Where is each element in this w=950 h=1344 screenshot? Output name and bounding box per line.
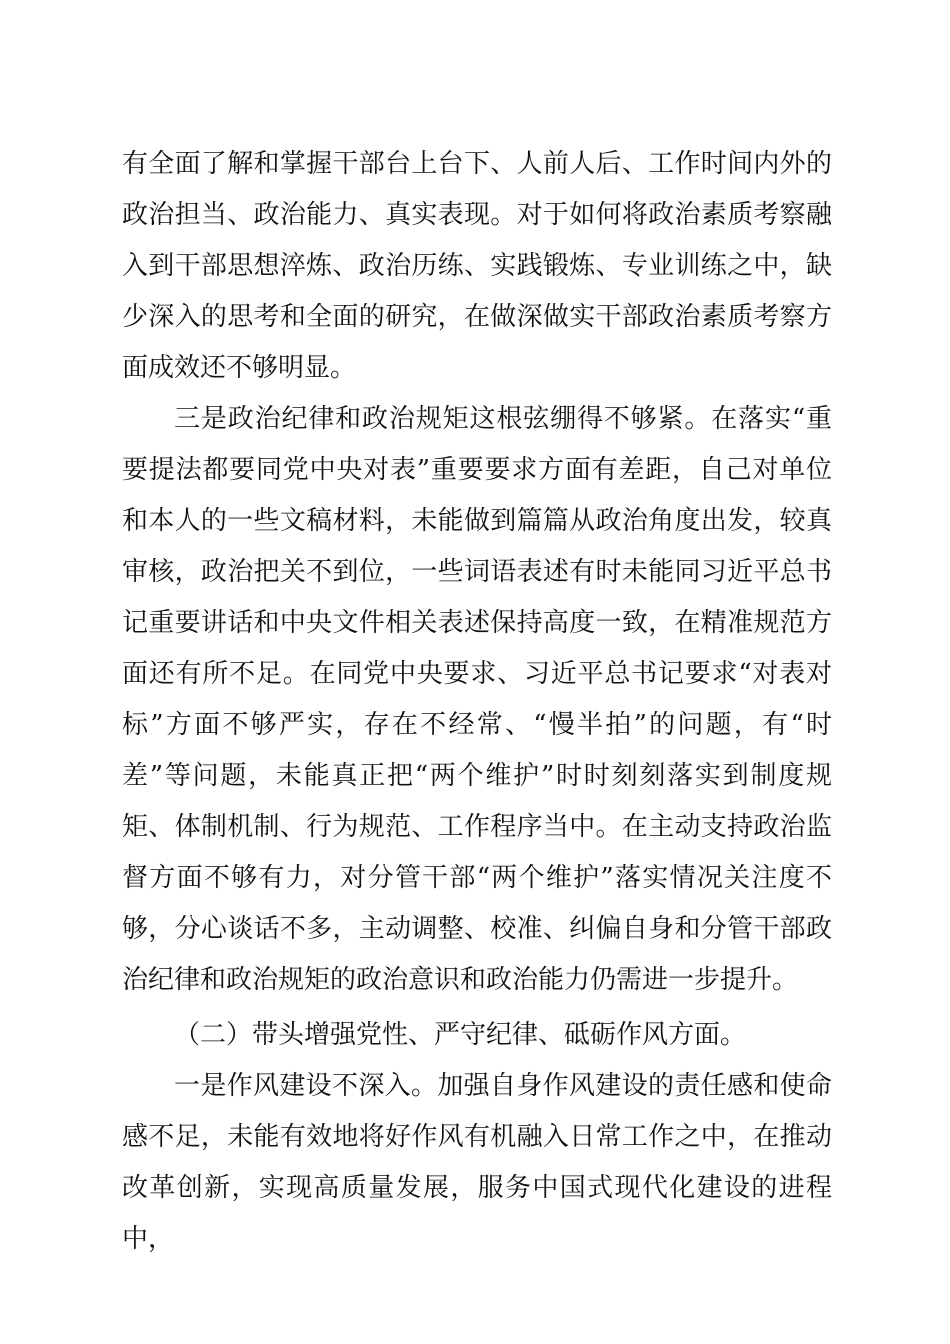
section-heading-2: （二）带头增强党性、严守纪律、砥砺作风方面。 (174, 1020, 747, 1050)
document-body (122, 139, 832, 1265)
paragraph-work-style: 一是作风建设不深入。加强自身作风建设的责任感和使命感不足，未能有效地将好作风有机融入日常工作之中，在推动改革创新，实现高质量发展，服务中国式现代化建设的进程中， (122, 1071, 832, 1254)
paragraph-political-discipline: 三是政治纪律和政治规矩这根弦绷得不够紧。在落实“重要提法都要同党中央对表”重要要求方面有差距，自己对单位和本人的一些文稿材料，未能做到篇篇从政治角度出发，较真审核，政治把关不到位，一些词语表述有时未能同习近平总书记重要讲话和中央文件相关表述保持高度一致，在精准规范方面还有所不足。在同党中央要求、习近平总书记要求“对表对标”方面不够严实，存在不经常、“慢半拍”的问题，有“时差”等问题，未能真正把“两个维护”时时刻刻落实到制度规矩、体制机制、行为规范、工作程序当中。在主动支持政治监督方面不够有力，对分管干部“两个维护”落实情况关注度不够，分心谈话不多，主动调整、校准、纠偏自身和分管干部政治纪律和政治规矩的政治意识和政治能力仍需进一步提升。 (122, 404, 832, 995)
paragraph-continuation: 有全面了解和掌握干部台上台下、人前人后、工作时间内外的政治担当、政治能力、真实表现。对于如何将政治素质考察融入到干部思想淬炼、政治历练、实践锻炼、专业训练之中，缺少深入的思考和全面的研究，在做深做实干部政治素质考察方面成效还不够明显。 (122, 149, 832, 383)
